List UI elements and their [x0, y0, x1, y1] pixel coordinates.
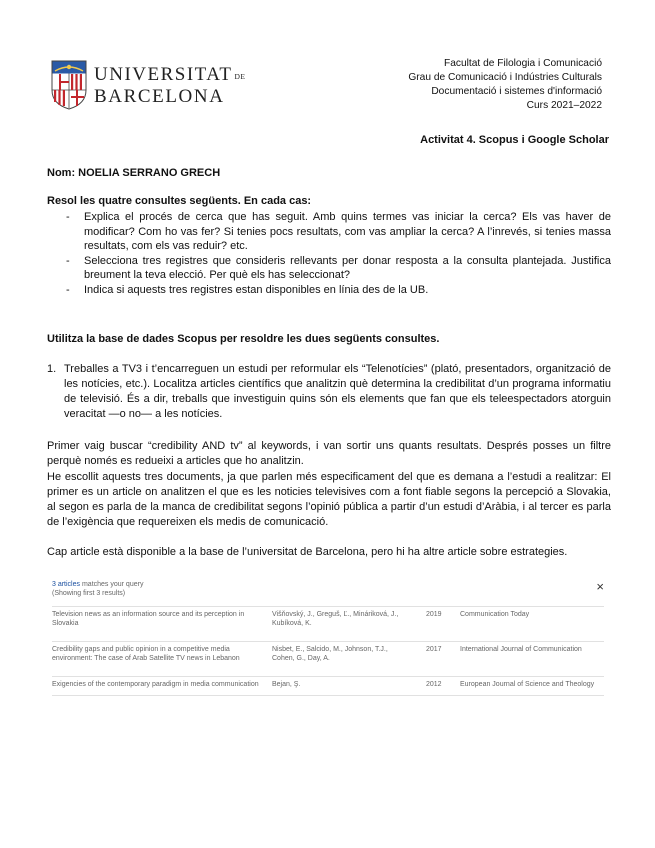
result-source: International Journal of Communication: [460, 646, 582, 653]
results-header: [52, 580, 143, 598]
activity-title: Activitat 4. Scopus i Google Scholar: [420, 134, 609, 146]
result-row[interactable]: [52, 641, 604, 670]
conclusion-text: Cap article està disponible a la base de l’universitat de Barcelona, pero hi ha altre article sobre estrategies.: [47, 546, 568, 558]
instruction-item: - Indica si aquests tres registres estan disponibles en línia des de la UB.: [66, 283, 429, 296]
results-header-text: matches your query: [81, 581, 144, 588]
answer-block: [47, 439, 611, 531]
instructions-heading: Resol les quatre consultes següents. En cada cas:: [47, 195, 312, 207]
result-source: European Journal of Science and Theology: [460, 681, 595, 688]
faculty-line: Facultat de Filologia i Comunicació: [444, 58, 602, 69]
results-count-link[interactable]: 3 articles: [52, 581, 81, 588]
university-logo: [51, 60, 251, 110]
logo-city-word: BARCELONA: [94, 86, 225, 107]
result-row[interactable]: [52, 606, 604, 635]
course-header: [408, 57, 602, 113]
result-authors: Nisbet, E., Salcido, M., Johnson, T.J., Cohen, G., Day, A.: [272, 646, 388, 662]
scopus-heading: Utilitza la base de dades Scopus per resoldre les dues següents consultes.: [47, 333, 440, 345]
degree-line: Grau de Comunicació i Indústries Culturals: [408, 72, 602, 83]
result-authors: Višňovský, J., Greguš, Ľ., Mináriková, J., Kubíková, K.: [272, 611, 399, 627]
result-row[interactable]: [52, 676, 604, 696]
instruction-item: - Selecciona tres registres que consideris rellevants per donar resposta a la consulta plantejada. Justifica breument la teva elecció. Per què els has seleccionat?: [66, 254, 611, 281]
result-source: Communication Today: [460, 611, 530, 618]
result-authors: Bejan, Ş.: [272, 681, 301, 688]
year-line: Curs 2021–2022: [526, 100, 602, 111]
university-shield-icon: [51, 60, 87, 110]
scopus-results-screenshot: [50, 575, 610, 700]
task-number: 1.: [47, 363, 57, 375]
result-title[interactable]: Exigencies of the contemporary paradigm in media communication: [52, 681, 259, 688]
result-title[interactable]: Television news as an information source and its perception in Slovakia: [52, 611, 245, 627]
answer-paragraph-2: He escollit aquests tres documents, ja que parlen més especificament del que es demana a l’estudi a realitzar: El primer es un article on analitzen el que es les noticies televisives com a font fiable segons la percepció a Slovakia, al segon es parla de la manca de credibilitat segons l’opinió pública a partir d’un estudi d’Aràbia, i al tercer es parla de l’exigència que requereixen els medis de comunicació.: [47, 470, 611, 529]
result-year: 2012: [426, 681, 442, 688]
instruction-item: - Explica el procés de cerca que has seguit. Amb quins termes vas iniciar la cerca? Els vas haver de modificar? Com ho vas fer? Si tenies pocs resultats, com vas ampliar la cerca? A l’inrevés, si tenies massa resultats, com els vas reduir? etc.: [66, 211, 611, 252]
logo-de-word: DE: [234, 72, 246, 81]
close-icon[interactable]: ×: [596, 579, 604, 594]
result-year: 2017: [426, 646, 442, 653]
task-text: Treballes a TV3 i t’encarreguen un estudi per reformular els “Telenotícies” (plató, presentadors, organització de les notícies, etc.). Localitza articles científics que analitzin què determina la credibilitat d’un programa informatiu de televisió. És a dir, treballs que investiguin quins són els elements que fan que els teleespectadors atorguin veracitat —o no— a les notícies.: [64, 363, 611, 420]
student-name: Nom: NOELIA SERRANO GRECH: [47, 167, 221, 179]
logo-university-word: UNIVERSITAT: [94, 64, 233, 85]
instructions-list: [66, 210, 611, 297]
course-line: Documentació i sistemes d'informació: [431, 86, 602, 97]
results-showing-text: (Showing first 3 results): [52, 590, 126, 597]
answer-paragraph-1: Primer vaig buscar “credibility AND tv” al keywords, i van sortir uns quants resultats. Després posses un filtre perquè només es redueixi a articles que ho analitzin.: [47, 440, 611, 468]
result-title[interactable]: Credibility gaps and public opinion in a competitive media environment: The case of Arab Satellite TV news in Lebanon: [52, 646, 240, 662]
result-year: 2019: [426, 611, 442, 618]
task-1: [47, 362, 611, 422]
